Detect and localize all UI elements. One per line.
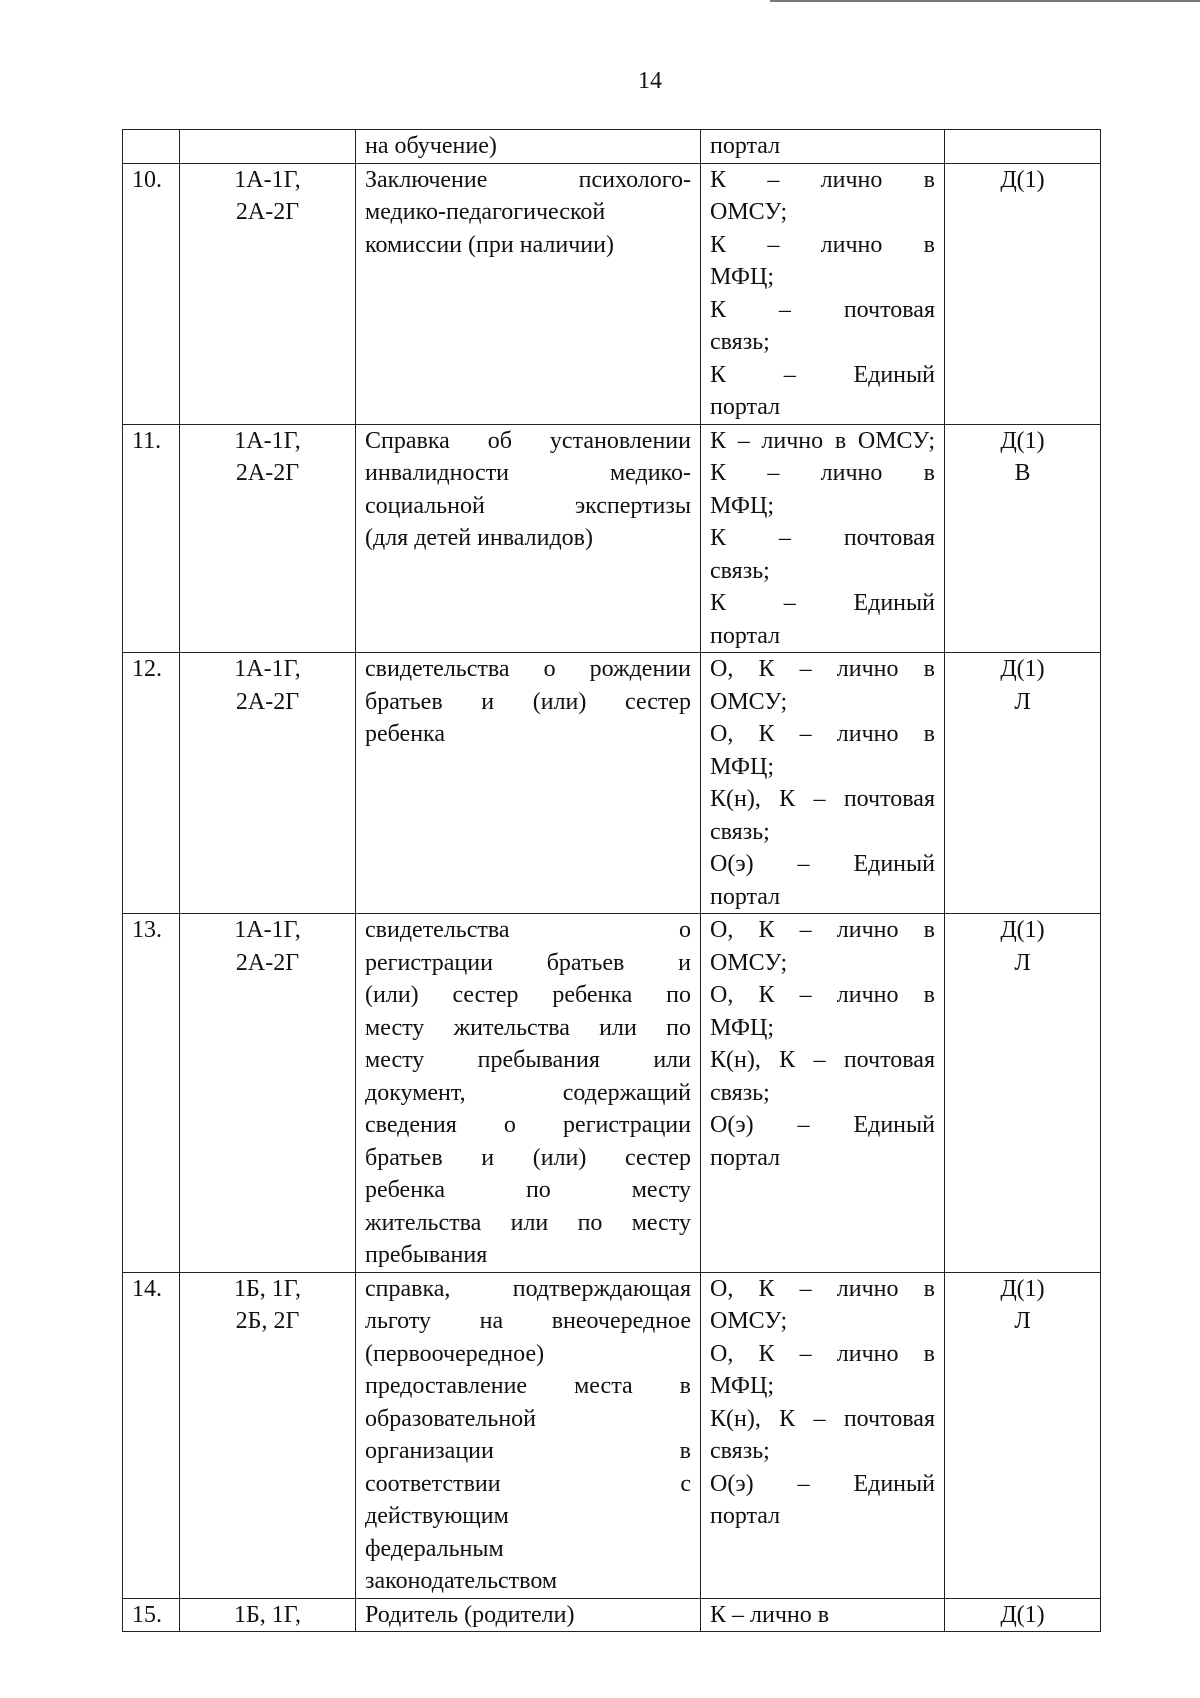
cell-num bbox=[123, 163, 180, 424]
cell-line: ОМСУ; bbox=[710, 688, 788, 715]
cell-line: Д(1) bbox=[1000, 917, 1045, 943]
cell-line: МФЦ; bbox=[710, 492, 774, 519]
cell-line: В bbox=[1014, 460, 1031, 486]
row-number: 14. bbox=[132, 1275, 162, 1302]
cell-line: комиссии (при наличии) bbox=[365, 231, 614, 258]
cell-line: К – лично в bbox=[710, 166, 935, 193]
cell-line: Родитель (родители) bbox=[365, 1601, 575, 1628]
table-row bbox=[123, 1598, 1101, 1632]
cell-line: портал bbox=[710, 394, 781, 420]
cell-line: О, К – лично в bbox=[710, 917, 935, 943]
cell-line: К – Единый bbox=[710, 361, 935, 388]
cell-line: ОМСУ; bbox=[710, 199, 788, 225]
cell-line: К(н), К – почтовая bbox=[710, 1047, 935, 1073]
cell-document bbox=[356, 1598, 701, 1632]
cell-line: (или) сестер ребенка по bbox=[365, 982, 691, 1008]
cell-route bbox=[701, 424, 945, 653]
cell-line: образовательной bbox=[365, 1405, 536, 1432]
cell-line: О, К – лично в bbox=[710, 982, 935, 1008]
cell-line: МФЦ; bbox=[710, 1373, 774, 1399]
cell-line: 2А-2Г bbox=[235, 199, 300, 225]
cell-codes bbox=[180, 1272, 356, 1598]
cell-line: свидетельства о рождении bbox=[365, 656, 691, 682]
row-number: 15. bbox=[132, 1601, 162, 1628]
cell-line: жительства или по месту bbox=[365, 1209, 691, 1236]
cell-line: Д(1) bbox=[1000, 1275, 1045, 1302]
cell-line: связь; bbox=[710, 818, 770, 845]
cell-line: МФЦ; bbox=[710, 1014, 774, 1041]
cell-line: О(э) – Единый bbox=[710, 1470, 935, 1497]
cell-line: 1Б, 1Г, bbox=[234, 1601, 301, 1628]
cell-route bbox=[701, 914, 945, 1273]
cell-status bbox=[945, 1272, 1101, 1598]
cell-line: 1А-1Г, bbox=[234, 166, 301, 193]
cell-line: Д(1) bbox=[1000, 656, 1045, 682]
cell-line: К – почтовая bbox=[710, 296, 935, 323]
cell-line: О(э) – Единый bbox=[710, 1112, 935, 1138]
cell-status bbox=[945, 914, 1101, 1273]
cell-line: Заключение психолого- bbox=[365, 166, 691, 193]
cell-line: К – лично в ОМСУ; bbox=[710, 427, 935, 454]
cell-line: О, К – лично в bbox=[710, 1275, 935, 1302]
cell-line: Л bbox=[1014, 1308, 1031, 1334]
cell-route bbox=[701, 653, 945, 914]
cell-line: месту пребывания или bbox=[365, 1047, 691, 1073]
cell-status bbox=[945, 424, 1101, 653]
cell-line: льготу на внеочередное bbox=[365, 1308, 691, 1334]
cell-num bbox=[123, 1598, 180, 1632]
cell-codes bbox=[180, 653, 356, 914]
table-row bbox=[123, 424, 1101, 653]
cell-line: организации в bbox=[365, 1438, 691, 1464]
cell-num bbox=[123, 424, 180, 653]
cell-line: связь; bbox=[710, 1079, 770, 1106]
cell-line: Л bbox=[1014, 949, 1031, 976]
table-row bbox=[123, 914, 1101, 1273]
cell-line: сведения о регистрации bbox=[365, 1112, 691, 1138]
cell-line: (первоочередное) bbox=[365, 1340, 545, 1367]
cell-line: Справка об установлении bbox=[365, 427, 691, 454]
cell-num bbox=[123, 653, 180, 914]
cell-line: О, К – лично в bbox=[710, 1340, 935, 1367]
cell-line: портал bbox=[710, 622, 781, 649]
cell-document bbox=[356, 424, 701, 653]
cell-line: регистрации братьев и bbox=[365, 949, 691, 976]
row-number: 10. bbox=[132, 166, 162, 193]
cell-document: на обучение) bbox=[356, 130, 701, 164]
table-row bbox=[123, 653, 1101, 914]
cell-line: О(э) – Единый bbox=[710, 851, 935, 877]
cell-line: Д(1) bbox=[1000, 166, 1045, 193]
cell-line: 2А-2Г bbox=[235, 949, 300, 976]
row-number: 11. bbox=[132, 427, 162, 454]
cell-line: действующим bbox=[365, 1503, 509, 1529]
cell-line: О, К – лично в bbox=[710, 656, 935, 682]
cell-line: соответствии с bbox=[365, 1470, 691, 1497]
table-row bbox=[123, 163, 1101, 424]
cell-line: 1А-1Г, bbox=[234, 917, 301, 943]
cell-num bbox=[123, 1272, 180, 1598]
cell-line: (для детей инвалидов) bbox=[365, 525, 593, 551]
cell-line: связь; bbox=[710, 1438, 770, 1464]
cell-codes bbox=[180, 1598, 356, 1632]
cell-status bbox=[945, 163, 1101, 424]
cell-route bbox=[701, 163, 945, 424]
cell-line: медико-педагогической bbox=[365, 199, 606, 225]
cell-line: ребенка bbox=[365, 721, 445, 747]
cell-line: братьев и (или) сестер bbox=[365, 688, 691, 715]
cell-status bbox=[945, 1598, 1101, 1632]
cell-document bbox=[356, 1272, 701, 1598]
cell-line: ОМСУ; bbox=[710, 949, 788, 976]
cell-line: инвалидности медико- bbox=[365, 460, 691, 486]
cell-line: месту жительства или по bbox=[365, 1014, 691, 1041]
cell-line: документ, содержащий bbox=[365, 1079, 691, 1106]
cell-line: федеральным bbox=[365, 1535, 504, 1562]
cell-line: связь; bbox=[710, 557, 770, 584]
cell-line: К – Единый bbox=[710, 590, 935, 616]
cell-line: К(н), К – почтовая bbox=[710, 1405, 935, 1432]
cell-line: К – лично в bbox=[710, 1601, 830, 1628]
cell-line: К – лично в bbox=[710, 231, 935, 258]
cell-line: предоставление места в bbox=[365, 1373, 691, 1399]
cell-line: 1А-1Г, bbox=[234, 427, 301, 454]
table-row bbox=[123, 1272, 1101, 1598]
cell-line: пребывания bbox=[365, 1242, 488, 1268]
cell-status bbox=[945, 130, 1101, 164]
cell-codes bbox=[180, 130, 356, 164]
cell-line: братьев и (или) сестер bbox=[365, 1144, 691, 1171]
cell-line: 2А-2Г bbox=[235, 460, 300, 486]
cell-num bbox=[123, 914, 180, 1273]
cell-num bbox=[123, 130, 180, 164]
cell-codes bbox=[180, 163, 356, 424]
cell-codes bbox=[180, 914, 356, 1273]
cell-line: МФЦ; bbox=[710, 753, 774, 780]
cell-line: 2А-2Г bbox=[235, 688, 300, 715]
cell-route bbox=[701, 1272, 945, 1598]
documents-table bbox=[122, 129, 1101, 1632]
cell-line: ОМСУ; bbox=[710, 1308, 788, 1334]
cell-line: К – лично в bbox=[710, 460, 935, 486]
scan-edge-line bbox=[770, 0, 1200, 2]
cell-line: портал bbox=[710, 1144, 781, 1171]
cell-line: О, К – лично в bbox=[710, 721, 935, 747]
cell-line: справка, подтверждающая bbox=[365, 1275, 691, 1302]
cell-route bbox=[701, 1598, 945, 1632]
cell-line: свидетельства о bbox=[365, 917, 691, 943]
cell-line: МФЦ; bbox=[710, 264, 774, 290]
cell-codes bbox=[180, 424, 356, 653]
cell-line: Д(1) bbox=[1000, 1601, 1045, 1628]
cell-line: К – почтовая bbox=[710, 525, 935, 551]
cell-line: портал bbox=[710, 1503, 781, 1529]
cell-line: 1А-1Г, bbox=[234, 656, 301, 682]
cell-document bbox=[356, 163, 701, 424]
cell-route: портал bbox=[701, 130, 945, 164]
cell-line: социальной экспертизы bbox=[365, 492, 691, 519]
cell-line: ребенка по месту bbox=[365, 1177, 691, 1203]
cell-line: Л bbox=[1014, 688, 1031, 715]
cell-line: 1Б, 1Г, bbox=[234, 1275, 301, 1302]
cell-line: портал bbox=[710, 883, 781, 910]
cell-status bbox=[945, 653, 1101, 914]
cell-line: Д(1) bbox=[1000, 427, 1045, 454]
cell-line: 2Б, 2Г bbox=[235, 1308, 300, 1334]
cell-document bbox=[356, 653, 701, 914]
cell-line: К(н), К – почтовая bbox=[710, 786, 935, 812]
row-number: 12. bbox=[132, 656, 162, 682]
cell-line: законодательством bbox=[365, 1568, 558, 1594]
table-row-continuation bbox=[123, 130, 1101, 164]
cell-document bbox=[356, 914, 701, 1273]
page-number: 14 bbox=[638, 68, 662, 94]
row-number: 13. bbox=[132, 917, 162, 943]
cell-line: связь; bbox=[710, 329, 770, 355]
